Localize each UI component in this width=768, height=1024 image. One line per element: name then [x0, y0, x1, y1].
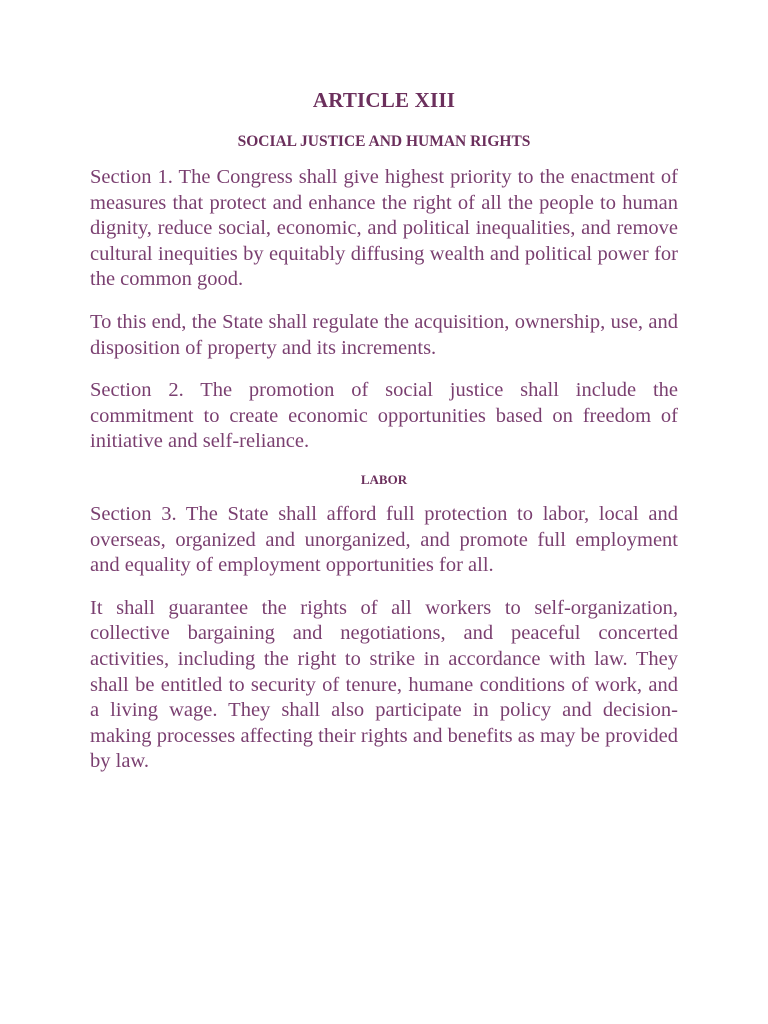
- section-3-paragraph: Section 3. The State shall afford full protection to labor, local and overseas, organized and unorganized, and promote full employment and equality of employment opportunities for all.: [90, 502, 678, 577]
- section-1-continuation-paragraph: To this end, the State shall regulate the acquisition, ownership, use, and disposition of property and its increments.: [90, 310, 678, 359]
- section-3-continuation-paragraph: It shall guarantee the rights of all workers to self-organization, collective bargaining and negotiations, and peaceful concerted activities, including the right to strike in accordance with law. They shall be entitled to security of tenure, humane conditions of work, and a living wage. They shall also participate in policy and decision-making processes affecting their rights and benefits as may be provided by law.: [90, 596, 678, 773]
- article-subtitle: SOCIAL JUSTICE AND HUMAN RIGHTS: [237, 133, 531, 150]
- labor-heading: LABOR: [360, 471, 408, 487]
- section-1-paragraph: Section 1. The Congress shall give highest priority to the enactment of measures that protect and enhance the right of all the people to human dignity, reduce social, economic, and political inequalities, and remove cultural inequities by equitably diffusing wealth and political power for the common good.: [90, 166, 678, 291]
- document-page: [90, 88, 678, 792]
- section-2-paragraph: Section 2. The promotion of social justice shall include the commitment to create economic opportunities based on freedom of initiative and self-reliance.: [90, 379, 678, 453]
- article-title: ARTICLE XIII: [312, 88, 456, 112]
